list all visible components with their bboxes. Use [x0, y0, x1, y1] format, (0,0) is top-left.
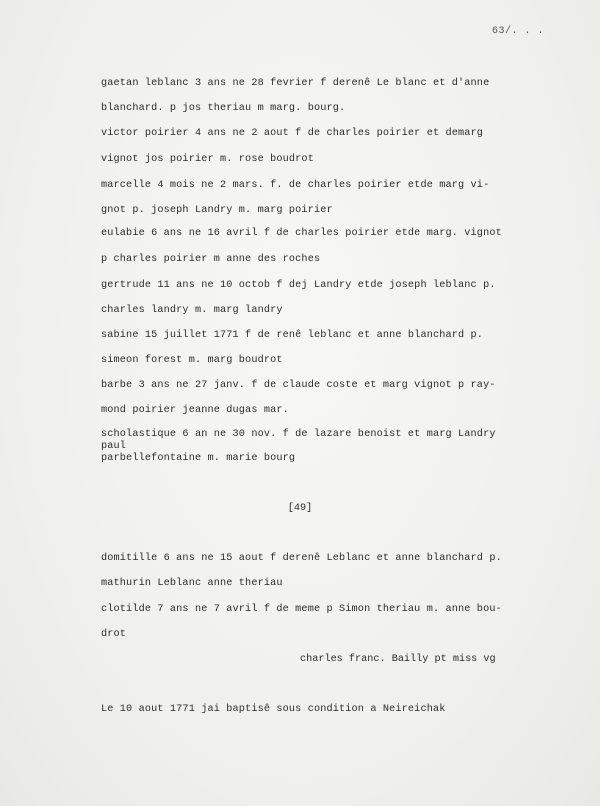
page-number: 63/. . .	[492, 26, 545, 37]
text-line: marcelle 4 mois ne 2 mars. f. de charles poirier etde marg vi-	[101, 180, 490, 191]
text-line: simeon forest m. marg boudrot	[101, 355, 283, 366]
text-line: blanchard. p jos theriau m marg. bourg.	[101, 103, 346, 114]
text-line: gertrude 11 ans ne 10 octob f dej Landry etde joseph leblanc p.	[101, 280, 496, 291]
text-line: gnot p. joseph Landry m. marg poirier	[101, 205, 333, 216]
text-line: p charles poirier m anne des roches	[101, 254, 321, 265]
text-line: parbellefontaine m. marie bourg	[101, 453, 296, 464]
text-line: clotilde 7 ans ne 7 avril f de meme p Simon theriau m. anne bou-	[101, 604, 502, 615]
text-line: eulabie 6 ans ne 16 avril f de charles poirier etde marg. vignot	[101, 228, 502, 239]
text-line: vignot jos poirier m. rose boudrot	[101, 154, 314, 165]
text-line: charles landry m. marg landry	[101, 305, 283, 316]
text-line: domitille 6 ans ne 15 aout f derenê Leblanc et anne blanchard p.	[101, 553, 502, 564]
text-line: paul	[101, 441, 127, 452]
text-line: victor poirier 4 ans ne 2 aout f de charles poirier et demarg	[101, 128, 484, 139]
text-line: drot	[101, 629, 127, 640]
text-line: gaetan leblanc 3 ans ne 28 fevrier f derenê Le blanc et d'anne	[101, 78, 490, 89]
text-line: scholastique 6 an ne 30 nov. f de lazare benoist et marg Landry	[101, 429, 496, 440]
closing-line: Le 10 aout 1771 jai baptisê sous condition a Neireichak	[101, 704, 446, 715]
text-line: mond poirier jeanne dugas mar.	[101, 405, 289, 416]
text-line: sabine 15 juillet 1771 f de renê leblanc et anne blanchard p.	[101, 330, 484, 341]
folio-marker: [49]	[287, 503, 313, 514]
text-line: mathurin Leblanc anne theriau	[101, 578, 283, 589]
signature: charles franc. Bailly pt miss vg	[300, 654, 496, 665]
text-line: barbe 3 ans ne 27 janv. f de claude coste et marg vignot p ray-	[101, 380, 496, 391]
